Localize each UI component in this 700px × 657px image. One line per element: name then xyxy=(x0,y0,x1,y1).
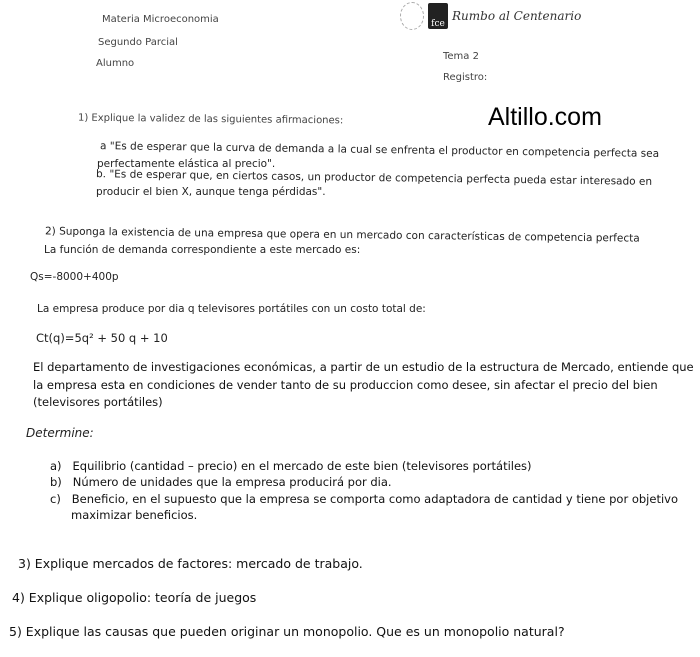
item-a-label: a) xyxy=(50,459,62,473)
determine-label: Determine: xyxy=(26,426,94,440)
institution-logo xyxy=(400,2,581,30)
item-b-label: b) xyxy=(50,475,62,489)
q1-title: 1) Explique la validez de las siguientes afirmaciones: xyxy=(77,112,344,127)
item-a xyxy=(50,459,532,473)
item-c-line2: maximizar beneficios. xyxy=(71,508,198,522)
q2-line2: La función de demanda correspondiente a este mercado es: xyxy=(44,244,361,256)
item-c xyxy=(50,492,678,506)
registry-label: Registro: xyxy=(443,72,488,83)
q5: 5) Explique las causas que pueden originar un monopolio. Que es un monopolio natural? xyxy=(9,624,565,639)
q1-a-line1: a "Es de esperar que la curva de demanda a la cual se enfrenta el productor en competencia perfecta sea xyxy=(99,140,660,160)
item-b-text: Número de unidades que la empresa producirá por dia. xyxy=(72,475,392,489)
item-b xyxy=(50,475,392,489)
q3: 3) Explique mercados de factores: mercado de trabajo. xyxy=(18,556,363,571)
cost-formula: Ct(q)=5q² + 50 q + 10 xyxy=(36,331,168,345)
item-c-text: Beneficio, en el supuesto que la empresa se comporta como adaptadora de cantidad y tiene por objetivo xyxy=(71,492,678,506)
q2-para3: (televisores portátiles) xyxy=(33,395,163,409)
logo-text: Rumbo al Centenario xyxy=(452,9,582,23)
q1-b-line2: producir el bien X, aunque tenga pérdidas". xyxy=(96,186,326,198)
fce-badge: fce xyxy=(428,3,448,29)
q2-line1: 2) Suponga la existencia de una empresa que opera en un mercado con características de competencia perfecta xyxy=(44,225,640,245)
supply-formula: Qs=-8000+400p xyxy=(30,271,119,283)
item-c-label: c) xyxy=(50,492,61,506)
subject-label: Materia Microeconomia xyxy=(102,14,219,25)
q2-line3: La empresa produce por dia q televisores portátiles con un costo total de: xyxy=(37,303,426,315)
q1-a-line2: perfectamente elástica al precio". xyxy=(97,158,276,170)
q4: 4) Explique oligopolio: teoría de juegos xyxy=(12,590,257,605)
seal-icon xyxy=(400,2,424,30)
q1-b-line1: b. "Es de esperar que, en ciertos casos, un productor de competencia perfecta pueda estar interesado en xyxy=(95,168,653,188)
q2-para1: El departamento de investigaciones económicas, a partir de un estudio de la estructura de Mercado, entiende que xyxy=(33,360,694,374)
topic-label: Tema 2 xyxy=(443,51,479,62)
watermark: Altillo.com xyxy=(488,103,602,131)
exam-label: Segundo Parcial xyxy=(98,37,178,48)
student-label: Alumno xyxy=(96,58,135,69)
q2-para2: la empresa esta en condiciones de vender tanto de su produccion como desee, sin afectar el precio del bien xyxy=(33,378,658,392)
item-a-text: Equilibrio (cantidad – precio) en el mercado de este bien (televisores portátiles) xyxy=(72,459,532,473)
